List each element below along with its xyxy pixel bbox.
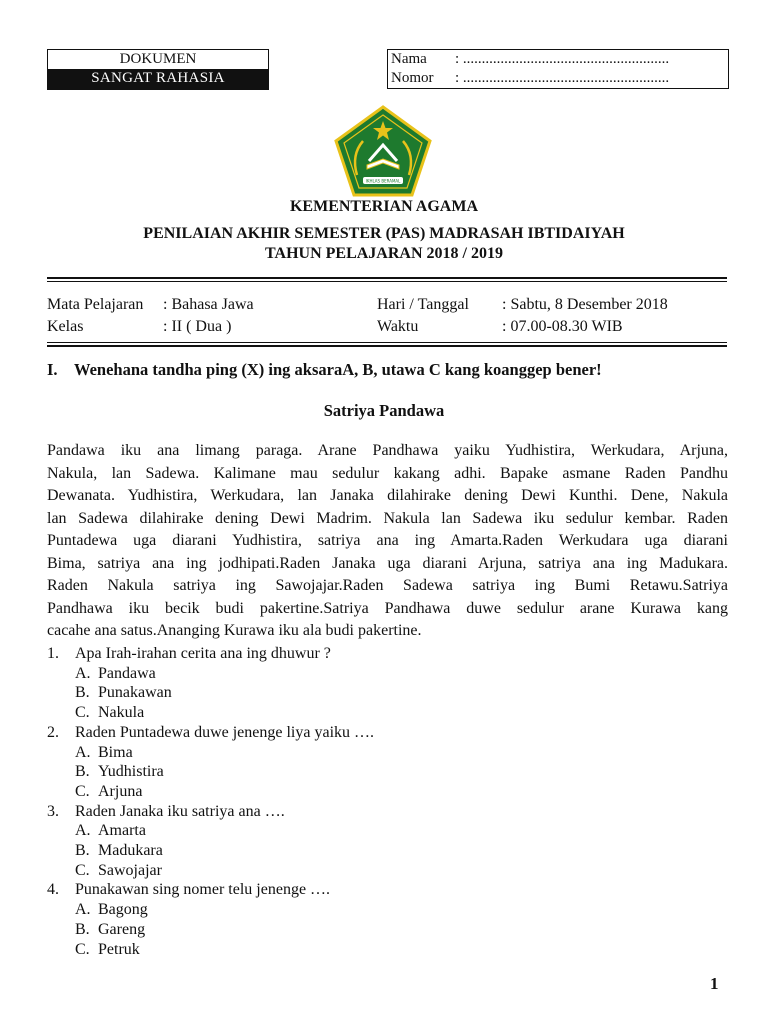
student-identity-box <box>387 49 729 89</box>
question-list <box>47 644 374 959</box>
option-letter: B. <box>75 684 90 702</box>
question-text: Raden Puntadewa duwe jenenge liya yaiku …. <box>75 723 375 741</box>
option-text: Gareng <box>98 920 146 938</box>
subject-value: : Bahasa Jawa <box>163 296 254 313</box>
page-number: 1 <box>710 974 719 993</box>
academic-year-title: TAHUN PELAJARAN 2018 / 2019 <box>265 245 503 262</box>
section-instruction <box>47 360 602 380</box>
time-value: : 07.00-08.30 WIB <box>502 318 623 335</box>
info-divider <box>47 345 727 347</box>
number-field[interactable]: : ....................................................... <box>455 70 670 86</box>
number-label: Nomor <box>391 70 434 86</box>
option-letter: C. <box>75 782 90 800</box>
story-passage <box>47 440 728 643</box>
option-text: Yudhistira <box>98 763 164 781</box>
option-letter: A. <box>75 664 91 682</box>
option-text: Nakula <box>98 704 145 722</box>
section-number: I. <box>47 360 58 379</box>
number-row <box>388 69 728 88</box>
passage-line: Pandawa iku ana limang paraga. Arane Pandhawa yaiku Yudhistira, Werkudara, Arjuna, <box>47 442 728 459</box>
option-letter: C. <box>75 861 90 879</box>
answer-option[interactable] <box>47 743 374 763</box>
option-text: Petruk <box>98 940 140 958</box>
story-title: Satriya Pandawa <box>323 401 445 420</box>
option-letter: A. <box>75 901 91 919</box>
document-label: DOKUMEN <box>119 51 197 67</box>
passage-line: Dewanata. Yudhistira, Werkudara, lan Janaka dilahirake dening Dewi Kunthi. Dene, Nakula <box>47 487 728 504</box>
option-text: Madukara <box>98 842 163 860</box>
option-text: Arjuna <box>98 782 143 800</box>
info-divider-thin <box>47 342 727 343</box>
option-text: Pandawa <box>98 664 156 682</box>
answer-option[interactable] <box>47 940 374 960</box>
option-text: Amarta <box>98 822 146 840</box>
answer-option[interactable] <box>47 821 374 841</box>
ministry-emblem-icon <box>333 105 433 197</box>
question-1 <box>47 644 374 664</box>
date-label: Hari / Tanggal <box>377 296 469 313</box>
answer-option[interactable] <box>47 703 374 723</box>
passage-line: Raden Nakula satriya ing Sawojajar.Raden Sadewa satriya ing Bumi Retawu.Satriya <box>47 577 728 594</box>
secret-label: SANGAT RAHASIA <box>48 69 268 89</box>
time-label: Waktu <box>377 318 419 335</box>
document-classification-box <box>47 49 269 90</box>
question-3 <box>47 802 374 822</box>
question-number: 2. <box>47 723 59 741</box>
time-row <box>377 316 623 338</box>
subject-label: Mata Pelajaran <box>47 296 144 313</box>
option-letter: B. <box>75 842 90 860</box>
option-text: Sawojajar <box>98 861 162 879</box>
question-number: 1. <box>47 645 59 662</box>
answer-option[interactable] <box>47 762 374 782</box>
answer-option[interactable] <box>47 683 374 703</box>
option-letter: A. <box>75 822 91 840</box>
question-text: Apa Irah-irahan cerita ana ing dhuwur ? <box>75 645 331 662</box>
passage-line: Nakula, lan Sadewa. Kalimane mau sedulur kakang adhi. Bapake asmane Raden Pandhu <box>47 464 728 482</box>
option-letter: C. <box>75 940 90 958</box>
option-letter: B. <box>75 920 90 938</box>
name-label: Nama <box>391 51 427 67</box>
passage-line: cacahe ana satus.Ananging Kurawa iku ala budi pakertine. <box>47 622 422 639</box>
answer-option[interactable] <box>47 920 374 940</box>
option-text: Punakawan <box>98 684 172 702</box>
question-2 <box>47 723 374 743</box>
date-value: : Sabtu, 8 Desember 2018 <box>502 296 668 313</box>
option-letter: A. <box>75 743 91 761</box>
class-value: : II ( Dua ) <box>163 318 232 335</box>
answer-option[interactable] <box>47 900 374 920</box>
answer-option[interactable] <box>47 861 374 881</box>
exam-title: PENILAIAN AKHIR SEMESTER (PAS) MADRASAH IBTIDAIYAH <box>143 225 625 242</box>
passage-line: Pandhawa iku becik budi pakertine.Satriya Pandhawa duwe sedulur arane Kurawa kang <box>47 599 728 617</box>
question-text: Raden Janaka iku satriya ana …. <box>75 802 285 820</box>
passage-line: Puntadewa uga diarani Yudhistira, satriya ana ing Amarta.Raden Werkudara uga diarani <box>47 532 728 549</box>
subject-row <box>47 294 254 316</box>
passage-line: lan Sadewa dilahirake dening Dewi Madrim. Nakula lan Sadewa iku sedulur kembar. Raden <box>47 509 728 527</box>
question-4 <box>47 880 374 900</box>
answer-option[interactable] <box>47 841 374 861</box>
name-row <box>388 50 728 69</box>
option-text: Bima <box>98 743 133 761</box>
ministry-title: KEMENTERIAN AGAMA <box>289 198 478 215</box>
class-label: Kelas <box>47 318 84 335</box>
question-number: 4. <box>47 881 59 899</box>
header-divider-top-thin <box>47 281 727 282</box>
instruction-text: Wenehana tandha ping (X) ing aksaraA, B, utawa C kang koanggep bener! <box>74 360 602 379</box>
question-text: Punakawan sing nomer telu jenenge …. <box>75 881 331 899</box>
option-letter: C. <box>75 704 90 722</box>
name-field[interactable]: : ....................................................... <box>455 51 670 67</box>
answer-option[interactable] <box>47 782 374 802</box>
option-letter: B. <box>75 763 90 781</box>
option-text: Bagong <box>98 901 148 919</box>
question-number: 3. <box>47 802 59 820</box>
class-row <box>47 316 231 338</box>
passage-line: Bima, satriya ana ing jodhipati.Raden Janaka uga diarani Arjuna, satriya ana ing Madukara. <box>47 554 728 572</box>
answer-option[interactable] <box>47 664 374 684</box>
date-row <box>377 294 668 316</box>
header-divider-top <box>47 277 727 279</box>
emblem-motto: IKHLAS BERAMAL <box>365 178 401 184</box>
